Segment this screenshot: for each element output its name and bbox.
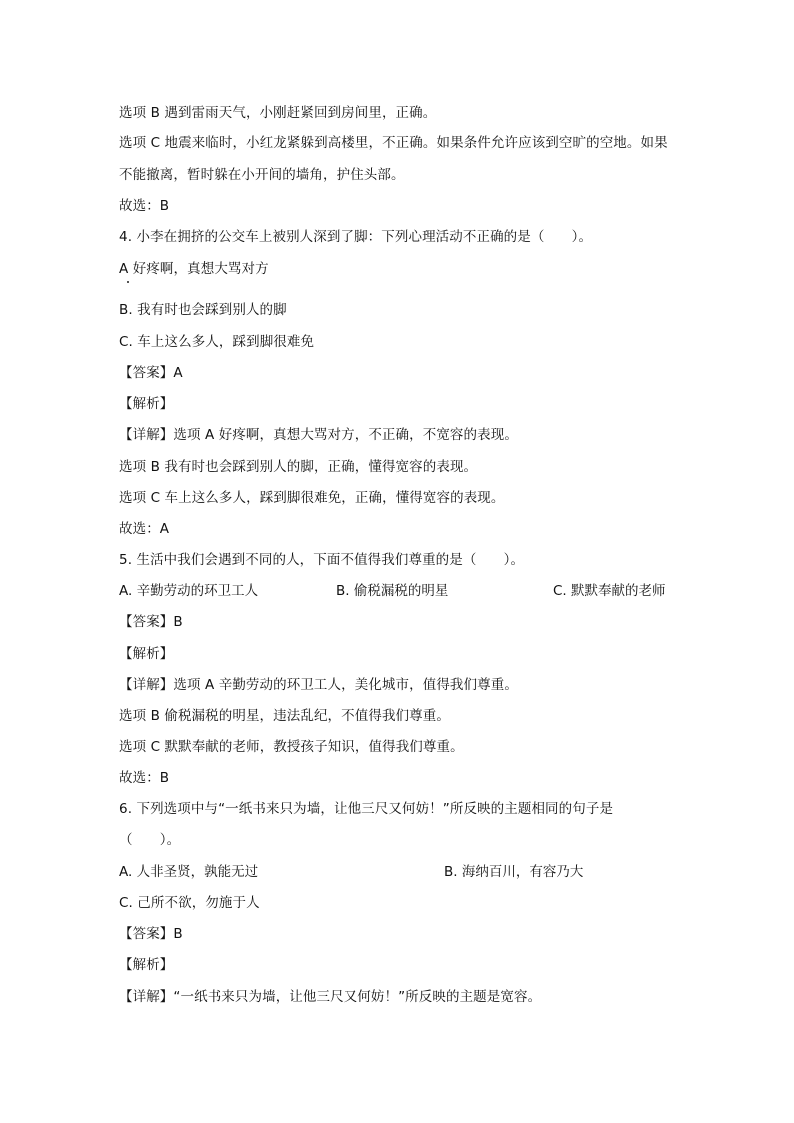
question-6-cont: （ ）。 [119,832,181,848]
text-line: 故选：B [119,198,170,214]
option-c: C. 默默奉献的老师 [553,583,666,599]
option-a: A 好疼啊，真想大骂对方 [119,261,269,277]
question-6: 6. 下列选项中与“一纸书来只为墙，让他三尺又何妨！”所反映的主题相同的句子是 [119,801,614,817]
text-line: 选项 C 地震来临时，小红龙紧躲到高楼里，不正确。如果条件允许应该到空旷的空地。如果 [119,135,668,151]
option-a: A. 辛勤劳动的环卫工人 [119,583,259,599]
detail-line: 选项 B 我有时也会踩到别人的脚，正确，懂得宽容的表现。 [119,459,478,475]
option-b: B. 海纳百川，有容乃大 [444,864,584,880]
detail-line: 选项 B 偷税漏税的明星，违法乱纪，不值得我们尊重。 [119,708,450,724]
option-c: C. 己所不欲，勿施于人 [119,895,260,911]
detail-line: 选项 C 车上这么多人，踩到脚很难免，正确，懂得宽容的表现。 [119,490,505,506]
analysis-heading: 【解析】 [119,646,174,662]
question-5: 5. 生活中我们会遇到不同的人，下面不值得我们尊重的是（ ）。 [119,552,525,568]
detail-line: 选项 C 默默奉献的老师，教授孩子知识，值得我们尊重。 [119,739,464,755]
answer: 【答案】B [119,926,183,942]
text-line: 不能撤离，暂时躲在小开间的墙角，护住头部。 [119,167,405,183]
selection: 故选：B [119,770,170,786]
option-a: A. 人非圣贤，孰能无过 [119,864,259,880]
option-b: B. 偷税漏税的明星 [336,583,449,599]
option-b: B. 我有时也会踩到别人的脚 [119,302,287,318]
question-4: 4. 小李在拥挤的公交车上被别人深到了脚：下列心理活动不正确的是（ ）。 [119,229,593,245]
stray-dot [127,281,129,283]
answer: 【答案】A [119,365,183,381]
detail-line: 【详解】选项 A 辛勤劳动的环卫工人，美化城市，值得我们尊重。 [119,677,518,693]
selection: 故选：A [119,521,170,537]
analysis-heading: 【解析】 [119,396,174,412]
analysis-heading: 【解析】 [119,957,174,973]
answer: 【答案】B [119,614,183,630]
option-c: C. 车上这么多人，踩到脚很难免 [119,334,315,350]
detail-line: 【详解】“一纸书来只为墙，让他三尺又何妨！”所反映的主题是宽容。 [119,989,542,1005]
detail-line: 【详解】选项 A 好疼啊，真想大骂对方，不正确，不宽容的表现。 [119,427,518,443]
text-line: 选项 B 遇到雷雨天气，小刚赶紧回到房间里，正确。 [119,105,437,121]
